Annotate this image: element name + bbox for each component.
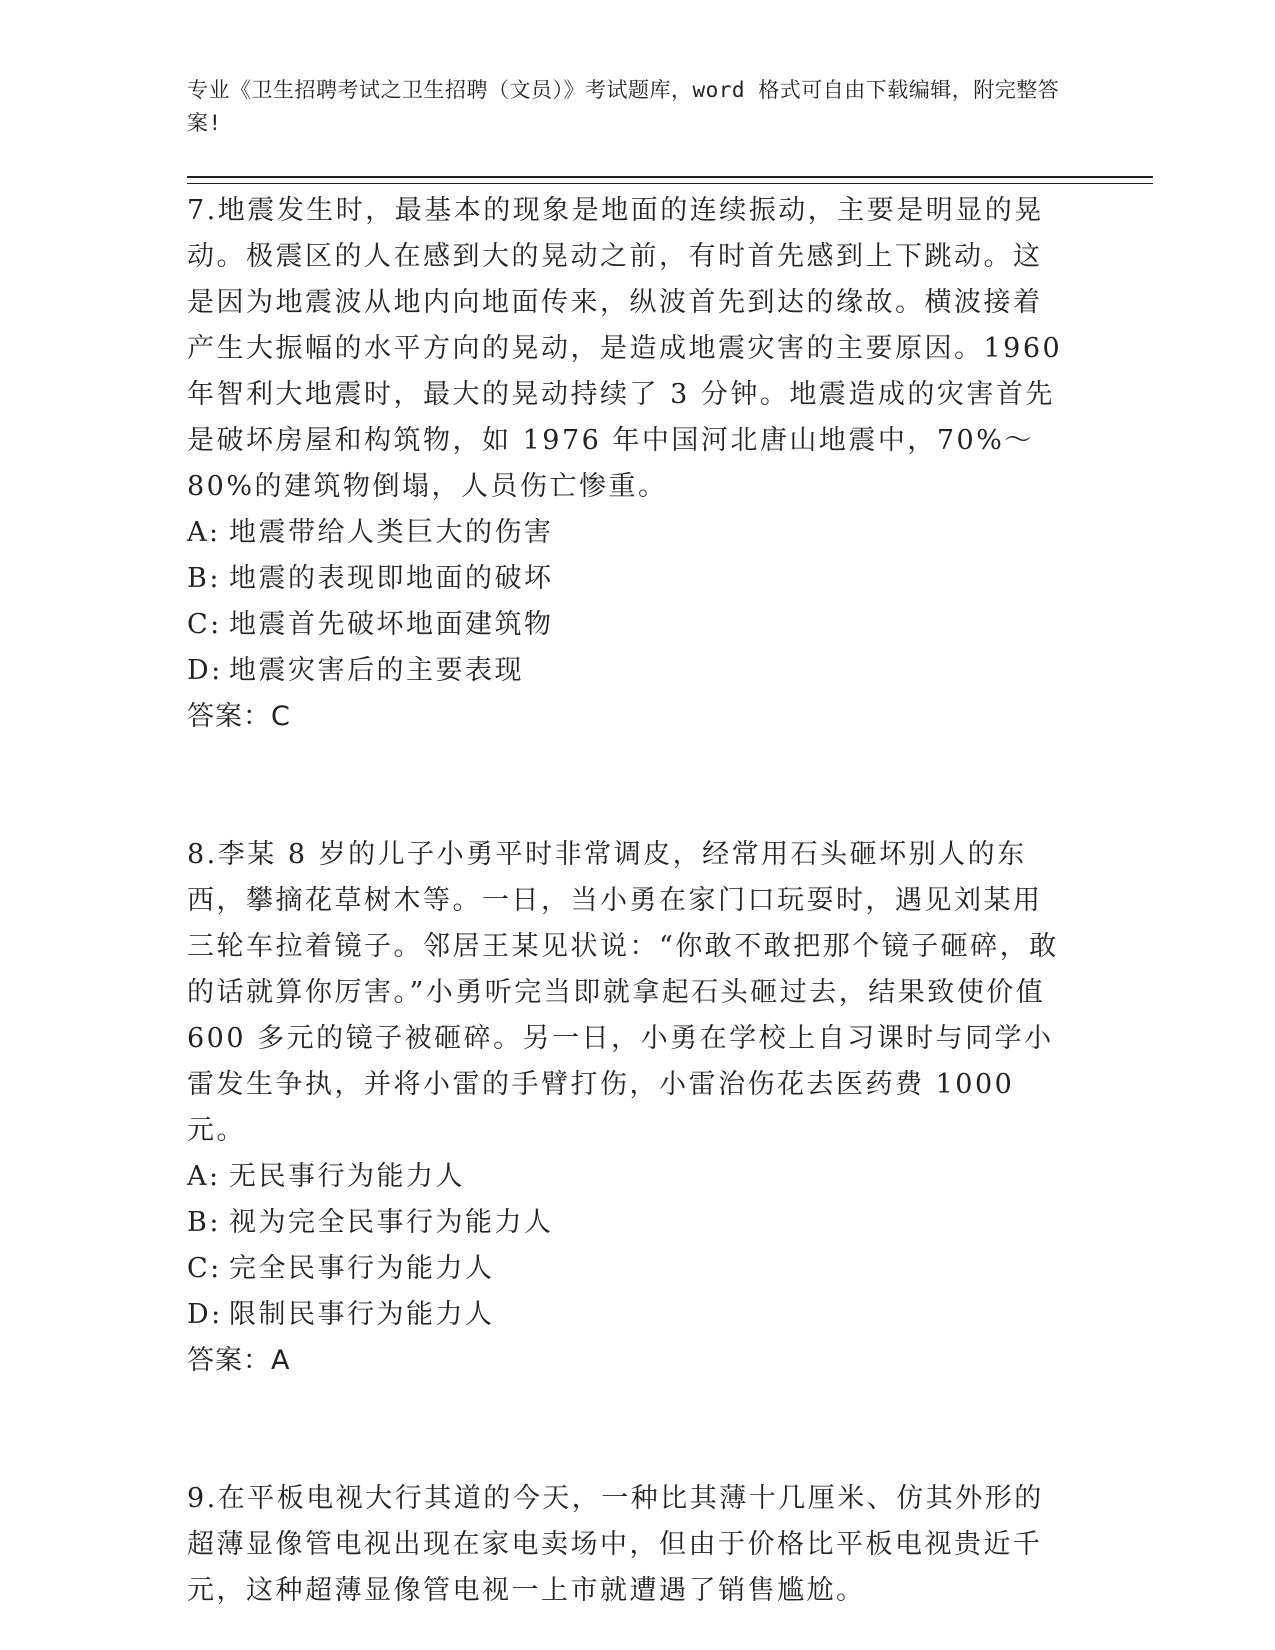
question-text: 地震发生时，最基本的现象是地面的连续振动，主要是明显的晃动。极震区的人在感到大的晃动之前，有时首先感到上下跳动。这是因为地震波从地内向地面传来，纵波首先到达的缘故。横波接着产生大振幅的水平方向的晃动，是造成地震灾害的主要原因。1960 年智利大地震时，最大的晃动持续了 3 分钟。地震造成的灾害首先是破坏房屋和构筑物，如 1976 年中国河北唐山地震中，70%～80%的建筑物倒塌，人员伤亡惨重。 (187, 195, 1063, 502)
option-text: 地震的表现即地面的破坏 (229, 563, 554, 594)
header-text: 专业《卫生招聘考试之卫生招聘（文员）》考试题库，word 格式可自由下载编辑，附完整答案! (187, 78, 1060, 135)
option-text: 地震首先破坏地面建筑物 (229, 609, 554, 640)
option-letter: D: (187, 655, 223, 686)
option-letter: A: (187, 517, 221, 548)
option-b (187, 1200, 1067, 1246)
option-letter: C: (187, 609, 222, 640)
questions-area (187, 188, 1067, 1614)
option-d (187, 1292, 1067, 1338)
option-text: 无民事行为能力人 (229, 1161, 465, 1192)
option-text: 限制民事行为能力人 (229, 1299, 495, 1330)
question-spacer (187, 740, 1067, 832)
option-c (187, 602, 1067, 648)
option-letter: C: (187, 1253, 222, 1284)
header-rule-thick (187, 176, 1153, 178)
option-d (187, 648, 1067, 694)
answer-line: 答案：C (187, 701, 291, 732)
option-letter: D: (187, 1299, 223, 1330)
option-text: 完全民事行为能力人 (229, 1253, 495, 1284)
question-7 (187, 188, 1067, 740)
question-number: 8. (187, 839, 218, 870)
option-c (187, 1246, 1067, 1292)
option-letter: A: (187, 1161, 221, 1192)
option-b (187, 556, 1067, 602)
question-9 (187, 1476, 1067, 1614)
question-number: 9. (187, 1483, 218, 1514)
question-text: 在平板电视大行其道的今天，一种比其薄十几厘米、仿其外形的超薄显像管电视出现在家电卖场中，但由于价格比平板电视贵近千元，这种超薄显像管电视一上市就遭遇了销售尴尬。 (187, 1483, 1044, 1606)
question-text: 李某 8 岁的儿子小勇平时非常调皮，经常用石头砸坏别人的东西，攀摘花草树木等。一日，当小勇在家门口玩耍时，遇见刘某用三轮车拉着镜子。邻居王某见状说：“你敢不敢把那个镜子砸碎，敢的话就算你厉害。”小勇听完当即就拿起石头砸过去，结果致使价值 600 多元的镜子被砸碎。另一日，小勇在学校上自习课时与同学小雷发生争执，并将小雷的手臂打伤，小雷治伤花去医药费 1000 元。 (187, 839, 1059, 1146)
option-letter: B: (187, 1207, 221, 1238)
question-spacer (187, 1384, 1067, 1476)
question-stem (187, 1476, 1067, 1614)
question-stem (187, 832, 1067, 1154)
option-letter: B: (187, 563, 221, 594)
question-8 (187, 832, 1067, 1384)
option-a (187, 510, 1067, 556)
option-text: 地震灾害后的主要表现 (229, 655, 524, 686)
question-stem (187, 188, 1067, 510)
option-a (187, 1154, 1067, 1200)
answer-line: 答案：A (187, 1345, 291, 1376)
option-text: 视为完全民事行为能力人 (229, 1207, 554, 1238)
header-rule-thin (187, 183, 1153, 184)
question-number: 7. (187, 195, 218, 226)
option-text: 地震带给人类巨大的伤害 (229, 517, 554, 548)
